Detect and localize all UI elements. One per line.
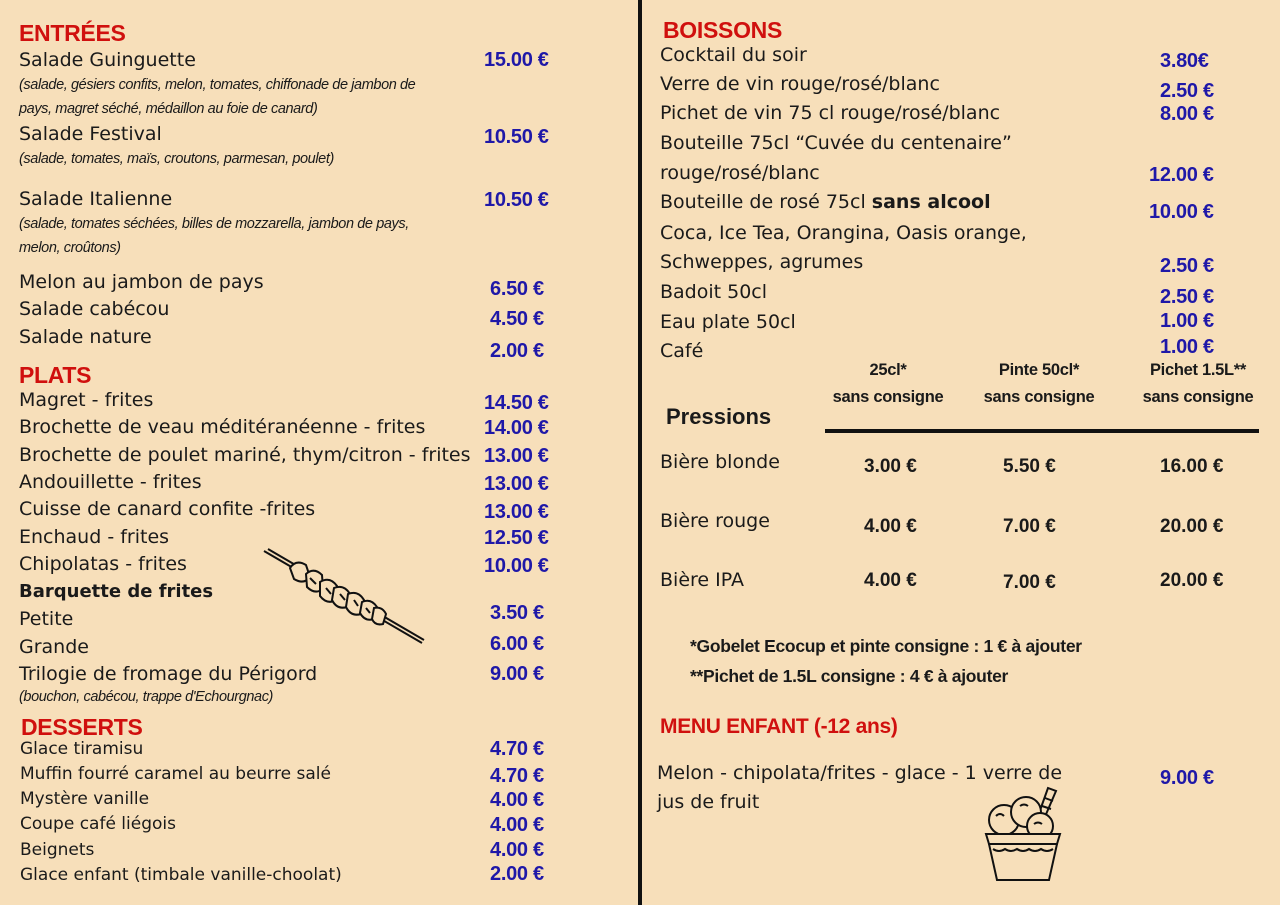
menu-item-description: (salade, tomates, maïs, croutons, parmesan, poulet) bbox=[19, 151, 334, 167]
menu-item-name: Mystère vanille bbox=[20, 789, 150, 809]
menu-item-price: 13.00 € bbox=[484, 445, 549, 467]
menu-item-price: 4.00 € bbox=[490, 789, 544, 811]
menu-item-name: Chipolatas - frites bbox=[19, 553, 187, 575]
section-title-boissons: BOISSONS bbox=[663, 17, 783, 43]
beer-name: Bière rouge bbox=[660, 510, 770, 532]
item-name-bold: sans alcool bbox=[871, 191, 991, 213]
menu-item-description: (salade, gésiers confits, melon, tomates, chiffonade de jambon de bbox=[19, 77, 416, 93]
menu-item-description: (bouchon, cabécou, trappe d'Echourgnac) bbox=[19, 689, 273, 705]
menu-enfant-description: Melon - chipolata/frites - glace - 1 verre de bbox=[657, 762, 1063, 784]
menu-item-name: Salade Festival bbox=[19, 123, 162, 145]
menu-item-price: 4.70 € bbox=[490, 765, 544, 787]
menu-item-name: Salade Guinguette bbox=[19, 49, 196, 71]
menu-item-name: Enchaud - frites bbox=[19, 526, 170, 548]
column-header-line: sans consigne bbox=[832, 388, 944, 406]
menu-item-name: Magret - frites bbox=[19, 389, 154, 411]
column-divider bbox=[638, 0, 642, 905]
pressions-column-header bbox=[959, 357, 1119, 411]
section-title-plats: PLATS bbox=[19, 362, 92, 388]
pressions-column-header bbox=[808, 357, 968, 411]
menu-item-name: Cocktail du soir bbox=[660, 44, 807, 66]
column-header-line: Pinte 50cl* bbox=[998, 361, 1080, 379]
menu-item-name: Brochette de veau méditéranéenne - frites bbox=[19, 416, 426, 438]
beer-price: 3.00 € bbox=[864, 456, 917, 477]
menu-item-price: 14.00 € bbox=[484, 417, 549, 439]
ice-cream-cup-icon bbox=[982, 786, 1064, 886]
beer-price: 4.00 € bbox=[864, 516, 917, 537]
menu-item-name: Café bbox=[660, 340, 704, 362]
menu-item-price: 8.00 € bbox=[1160, 103, 1214, 125]
menu-item-price: 9.00 € bbox=[490, 663, 544, 685]
menu-item-name: Badoit 50cl bbox=[660, 281, 768, 303]
pressions-title: Pressions bbox=[666, 404, 772, 429]
menu-item-price: 4.00 € bbox=[490, 814, 544, 836]
column-header-line: 25cl* bbox=[869, 361, 907, 379]
pressions-divider bbox=[825, 429, 1259, 433]
menu-item-price: 1.00 € bbox=[1160, 310, 1214, 332]
menu-item-name: Andouillette - frites bbox=[19, 471, 202, 493]
column-header-line: Pichet 1.5L** bbox=[1149, 361, 1247, 379]
menu-item-name: Glace tiramisu bbox=[20, 739, 144, 759]
section-title-entrees: ENTRÉES bbox=[19, 20, 126, 46]
menu-item-name: Salade Italienne bbox=[19, 188, 173, 210]
menu-item-price: 12.50 € bbox=[484, 527, 549, 549]
menu-item-price: 2.50 € bbox=[1160, 80, 1214, 102]
menu-item-name: Verre de vin rouge/rosé/blanc bbox=[660, 73, 940, 95]
beer-price: 7.00 € bbox=[1003, 572, 1056, 593]
menu-item-name: Schweppes, agrumes bbox=[660, 251, 864, 273]
menu-item-price: 12.00 € bbox=[1149, 164, 1214, 186]
menu-item-price: 1.00 € bbox=[1160, 336, 1214, 358]
menu-item-name: Beignets bbox=[20, 840, 95, 860]
menu-item-name: Coupe café liégois bbox=[20, 814, 176, 834]
consigne-note: **Pichet de 1.5L consigne : 4 € à ajouter bbox=[690, 666, 1009, 686]
beer-price: 5.50 € bbox=[1003, 456, 1056, 477]
menu-item-price: 10.50 € bbox=[484, 126, 549, 148]
beer-price: 7.00 € bbox=[1003, 516, 1056, 537]
menu-item-price: 2.50 € bbox=[1160, 255, 1214, 277]
menu-item-name: Eau plate 50cl bbox=[660, 311, 796, 333]
beer-name: Bière blonde bbox=[660, 451, 780, 473]
menu-item-price: 13.00 € bbox=[484, 473, 549, 495]
menu-item-name: Salade nature bbox=[19, 326, 152, 348]
menu-item-name: Melon au jambon de pays bbox=[19, 271, 264, 293]
menu-item-price: 2.00 € bbox=[490, 863, 544, 885]
skewer-icon bbox=[262, 548, 427, 648]
menu-item-name: rouge/rosé/blanc bbox=[660, 162, 820, 184]
menu-item-name: Brochette de poulet mariné, thym/citron - frites bbox=[19, 444, 471, 466]
menu-item-price: 2.50 € bbox=[1160, 286, 1214, 308]
item-name-text: Bouteille de rosé 75cl bbox=[660, 191, 872, 213]
menu-item-name: Bouteille 75cl “Cuvée du centenaire” bbox=[660, 132, 1012, 154]
column-header-line: sans consigne bbox=[983, 388, 1095, 406]
beer-name: Bière IPA bbox=[660, 569, 744, 591]
beer-price: 20.00 € bbox=[1160, 570, 1224, 591]
menu-item-description: melon, croûtons) bbox=[19, 240, 121, 256]
menu-item-price: 4.00 € bbox=[490, 839, 544, 861]
menu-item-name: Salade cabécou bbox=[19, 298, 170, 320]
menu-item-name: Petite bbox=[19, 608, 74, 630]
menu-item-name: Pichet de vin 75 cl rouge/rosé/blanc bbox=[660, 102, 1001, 124]
menu-item-description: pays, magret séché, médaillon au foie de canard) bbox=[19, 101, 318, 117]
menu-item-name bbox=[660, 193, 991, 212]
column-header-line: sans consigne bbox=[1142, 388, 1254, 406]
menu-item-price: 3.50 € bbox=[490, 602, 544, 624]
menu-item-price: 14.50 € bbox=[484, 392, 549, 414]
menu-item-description: (salade, tomates séchées, billes de mozzarella, jambon de pays, bbox=[19, 216, 409, 232]
section-title-menu-enfant: MENU ENFANT (-12 ans) bbox=[660, 715, 898, 738]
subsection-title-barquette: Barquette de frites bbox=[19, 581, 214, 602]
menu-item-name: Muffin fourré caramel au beurre salé bbox=[20, 764, 331, 784]
menu-item-price: 4.50 € bbox=[490, 308, 544, 330]
menu-item-price: 6.00 € bbox=[490, 633, 544, 655]
menu-item-price: 3.80€ bbox=[1160, 50, 1209, 72]
menu-item-price: 13.00 € bbox=[484, 501, 549, 523]
menu-item-price: 10.00 € bbox=[484, 555, 549, 577]
menu-enfant-description: jus de fruit bbox=[657, 791, 760, 813]
menu-item-price: 9.00 € bbox=[1160, 767, 1214, 789]
menu-item-price: 4.70 € bbox=[490, 738, 544, 760]
menu-item-name: Trilogie de fromage du Périgord bbox=[19, 663, 318, 685]
menu-item-price: 10.50 € bbox=[484, 189, 549, 211]
menu-item-price: 10.00 € bbox=[1149, 201, 1214, 223]
menu-item-price: 6.50 € bbox=[490, 278, 544, 300]
menu-item-name: Cuisse de canard confite -frites bbox=[19, 498, 316, 520]
menu-item-name: Grande bbox=[19, 636, 89, 658]
menu-item-name: Glace enfant (timbale vanille-choolat) bbox=[20, 865, 342, 885]
pressions-column-header bbox=[1118, 357, 1278, 411]
menu-item-price: 15.00 € bbox=[484, 49, 549, 71]
consigne-note: *Gobelet Ecocup et pinte consigne : 1 € à ajouter bbox=[690, 636, 1082, 656]
beer-price: 4.00 € bbox=[864, 570, 917, 591]
section-title-desserts: DESSERTS bbox=[21, 714, 143, 740]
menu-item-name: Coca, Ice Tea, Orangina, Oasis orange, bbox=[660, 222, 1027, 244]
menu-item-price: 2.00 € bbox=[490, 340, 544, 362]
beer-price: 20.00 € bbox=[1160, 516, 1224, 537]
beer-price: 16.00 € bbox=[1160, 456, 1224, 477]
